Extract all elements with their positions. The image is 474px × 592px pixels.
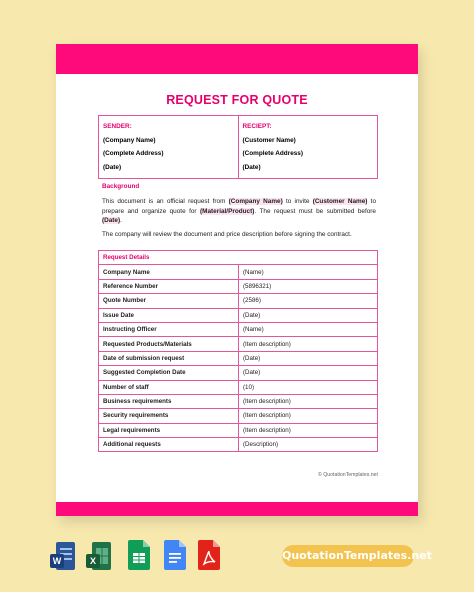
recipient-label: RECIEPT: xyxy=(242,123,272,130)
details-row-label: Legal requirements xyxy=(99,423,239,437)
bg-text-4: . The request must be submitted before xyxy=(254,207,376,215)
sender-recipient-table xyxy=(98,115,378,179)
footer-site-credit: © QuotationTemplates.net xyxy=(317,472,378,478)
details-row xyxy=(99,322,378,336)
pdf-icon[interactable] xyxy=(198,540,224,572)
details-row-label: Requested Products/Materials xyxy=(99,337,239,351)
bg-text-3: to prepare and organize quote for xyxy=(102,198,376,215)
details-row-value: (Description) xyxy=(239,438,378,452)
details-row xyxy=(99,308,378,322)
details-row xyxy=(99,294,378,308)
brand-pill[interactable]: QuotationTemplates.net xyxy=(282,545,414,567)
excel-icon[interactable] xyxy=(86,540,112,572)
background-heading: Background xyxy=(102,183,140,190)
details-row xyxy=(99,351,378,365)
bg-text-2: to invite xyxy=(282,198,313,205)
details-row-value: (Item description) xyxy=(239,337,378,351)
word-icon[interactable] xyxy=(50,540,76,572)
sender-date: (Date) xyxy=(103,163,122,171)
details-row-label: Reference Number xyxy=(99,279,239,293)
details-row-label: Additional requests xyxy=(99,438,239,452)
details-row-value: (Item description) xyxy=(239,423,378,437)
details-row-value: (10) xyxy=(239,380,378,394)
bg-text-1: This document is an official request from xyxy=(102,198,229,205)
bg-material-placeholder: (Material/Product) xyxy=(200,207,255,215)
details-row-label: Instructing Officer xyxy=(99,322,239,336)
details-row xyxy=(99,380,378,394)
bg-customer-placeholder: (Customer Name) xyxy=(312,198,368,205)
sender-company: (Company Name) xyxy=(103,136,156,144)
bg-company-placeholder: (Company Name) xyxy=(228,198,283,205)
recipient-address: (Complete Address) xyxy=(242,150,303,157)
details-row-value: (Name) xyxy=(239,265,378,279)
google-docs-icon[interactable] xyxy=(164,540,190,572)
background-paragraph xyxy=(102,197,376,226)
details-row-label: Suggested Completion Date xyxy=(99,366,239,380)
sender-cell xyxy=(99,116,239,179)
details-row xyxy=(99,265,378,279)
details-row-label: Issue Date xyxy=(99,308,239,322)
details-row-label: Number of staff xyxy=(99,380,239,394)
details-row xyxy=(99,409,378,423)
document-page xyxy=(56,44,418,516)
details-row-label: Company Name xyxy=(99,265,239,279)
details-row-value: (Name) xyxy=(239,322,378,336)
sender-label: SENDER: xyxy=(103,123,132,130)
details-row xyxy=(99,394,378,408)
details-row-value: (Date) xyxy=(239,351,378,365)
details-row-value: (Item description) xyxy=(239,409,378,423)
details-row xyxy=(99,366,378,380)
details-row-value: (Date) xyxy=(239,308,378,322)
excel-badge: X xyxy=(86,554,100,568)
recipient-date: (Date) xyxy=(242,163,261,171)
bg-text-5: . xyxy=(120,217,122,225)
details-row xyxy=(99,337,378,351)
request-details-heading: Request Details xyxy=(99,251,378,265)
word-badge: W xyxy=(50,554,64,568)
details-row-label: Business requirements xyxy=(99,394,239,408)
sender-address: (Complete Address) xyxy=(103,150,164,157)
google-sheets-icon[interactable] xyxy=(128,540,154,572)
review-paragraph: The company will review the document and price description before signing the contract. xyxy=(102,231,352,238)
details-row-value: (2586) xyxy=(239,294,378,308)
details-row xyxy=(99,438,378,452)
details-row-label: Quote Number xyxy=(99,294,239,308)
document-title: REQUEST FOR QUOTE xyxy=(166,93,308,107)
details-row-value: (Date) xyxy=(239,366,378,380)
request-details-table xyxy=(98,250,378,452)
details-row-value: (Item description) xyxy=(239,394,378,408)
details-row-label: Security requirements xyxy=(99,409,239,423)
details-row xyxy=(99,279,378,293)
footer-bar xyxy=(56,502,418,516)
details-row-label: Date of submission request xyxy=(99,351,239,365)
details-row xyxy=(99,423,378,437)
recipient-customer: (Customer Name) xyxy=(242,136,296,144)
bg-date-placeholder: (Date) xyxy=(102,217,121,225)
details-row-value: (5896321) xyxy=(239,279,378,293)
header-bar xyxy=(56,44,418,74)
recipient-cell xyxy=(238,116,378,179)
